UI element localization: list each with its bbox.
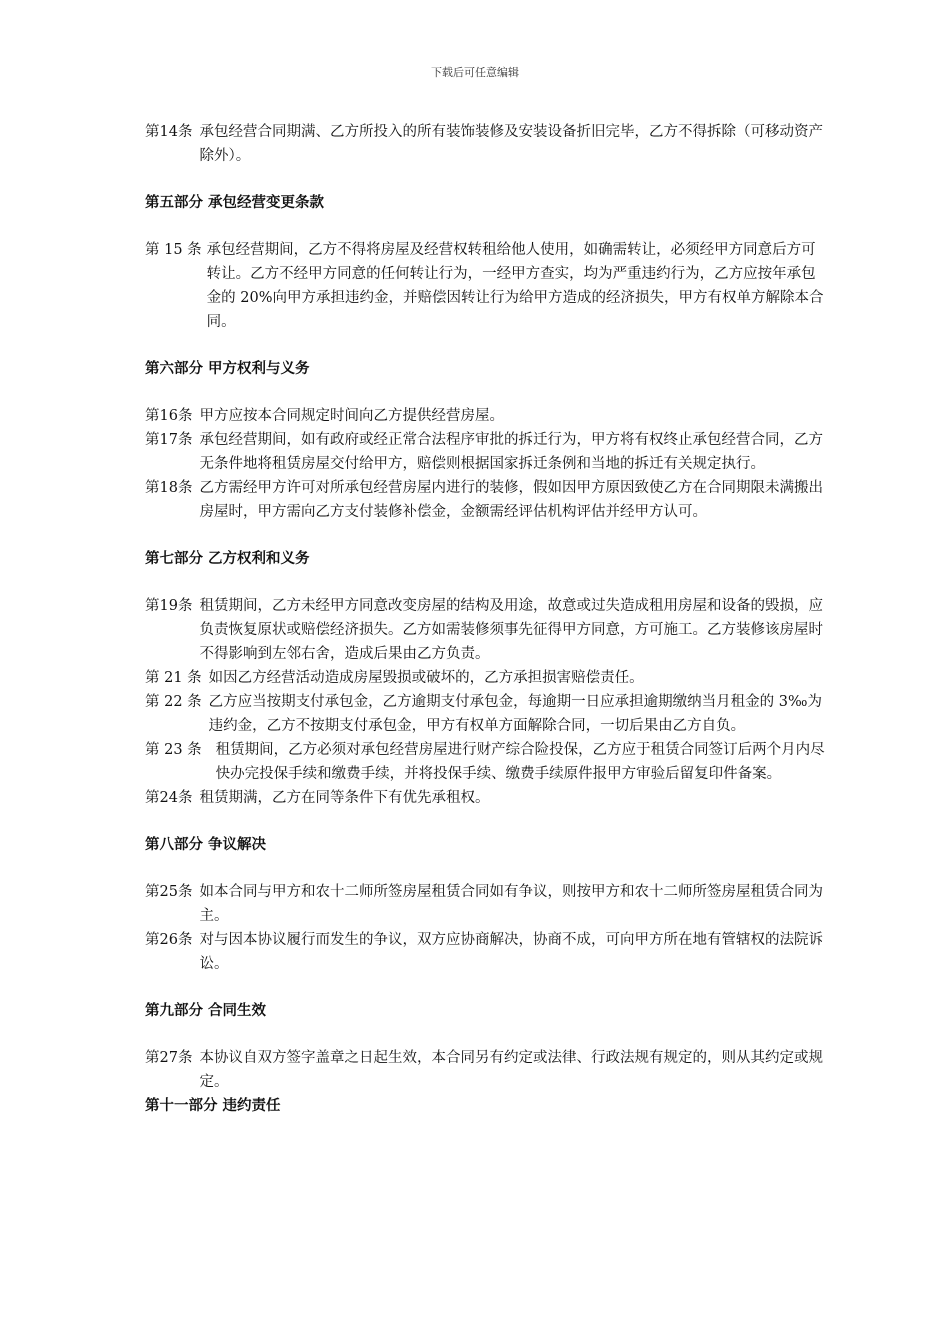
- article-21: [145, 666, 825, 690]
- article-16: [145, 404, 825, 428]
- article-number: 第 21 条: [145, 670, 202, 686]
- article-text: 本协议自双方签字盖章之日起生效，本合同另有约定或法律、行政法规有规定的，则从其约定或规定。: [199, 1050, 823, 1090]
- page-header: 下载后可任意编辑: [431, 66, 519, 79]
- article-number: 第27条: [145, 1050, 193, 1066]
- article-23: [145, 738, 825, 786]
- article-number: 第25条: [145, 884, 193, 900]
- article-19: [145, 594, 825, 666]
- article-18: [145, 476, 825, 524]
- article-number: 第17条: [145, 432, 193, 448]
- article-text: 如本合同与甲方和农十二师所签房屋租赁合同如有争议，则按甲方和农十二师所签房屋租赁合同为主。: [199, 884, 823, 924]
- article-number: 第 23 条: [145, 742, 202, 758]
- article-17: [145, 428, 825, 476]
- article-24: [145, 786, 825, 810]
- article-number: 第14条: [145, 124, 193, 140]
- section-heading-5: 第五部分 承包经营变更条款: [145, 195, 325, 211]
- article-text: 租赁期满，乙方在同等条件下有优先承租权。: [199, 790, 490, 806]
- article-number: 第26条: [145, 932, 193, 948]
- article-27: [145, 1046, 825, 1094]
- article-number: 第 15 条: [145, 242, 202, 258]
- article-text: 租赁期间，乙方必须对承包经营房屋进行财产综合险投保，乙方应于租赁合同签订后两个月内尽快办完投保手续和缴费手续，并将投保手续、缴费手续原件报甲方审验后留复印件备案。: [215, 742, 825, 782]
- section-heading-11: 第十一部分 违约责任: [145, 1098, 281, 1114]
- article-number: 第24条: [145, 790, 193, 806]
- article-26: [145, 928, 825, 976]
- article-text: 租赁期间，乙方未经甲方同意改变房屋的结构及用途，故意或过失造成租用房屋和设备的毁损，应负责恢复原状或赔偿经济损失。乙方如需装修须事先征得甲方同意，方可施工。乙方装修该房屋时不得影响到左邻右舍，造成后果由乙方负责。: [199, 598, 823, 662]
- article-text: 甲方应按本合同规定时间向乙方提供经营房屋。: [199, 408, 504, 424]
- section-heading-8: 第八部分 争议解决: [145, 837, 267, 853]
- article-number: 第19条: [145, 598, 193, 614]
- article-text: 乙方需经甲方许可对所承包经营房屋内进行的装修，假如因甲方原因致使乙方在合同期限未满搬出房屋时，甲方需向乙方支付装修补偿金，金额需经评估机构评估并经甲方认可。: [199, 480, 823, 520]
- article-text: 承包经营合同期满、乙方所投入的所有装饰装修及安装设备折旧完毕，乙方不得拆除（可移动资产除外）。: [199, 124, 823, 164]
- article-text: 如因乙方经营活动造成房屋毁损或破坏的，乙方承担损害赔偿责任。: [208, 670, 644, 686]
- article-text: 对与因本协议履行而发生的争议，双方应协商解决，协商不成，可向甲方所在地有管辖权的法院诉讼。: [199, 932, 823, 972]
- article-number: 第16条: [145, 408, 193, 424]
- article-text: 承包经营期间，如有政府或经正常合法程序审批的拆迁行为，甲方将有权终止承包经营合同，乙方无条件地将租赁房屋交付给甲方，赔偿则根据国家拆迁条例和当地的拆迁有关规定执行。: [199, 432, 823, 472]
- section-heading-7: 第七部分 乙方权利和义务: [145, 551, 310, 567]
- article-22: [145, 690, 825, 738]
- article-25: [145, 880, 825, 928]
- article-15: [145, 238, 825, 334]
- section-heading-9: 第九部分 合同生效: [145, 1003, 267, 1019]
- article-14: [145, 120, 825, 168]
- section-heading-6: 第六部分 甲方权利与义务: [145, 361, 310, 377]
- document-body: [145, 120, 825, 1118]
- article-text: 乙方应当按期支付承包金，乙方逾期支付承包金，每逾期一日应承担逾期缴纳当月租金的 3‰为违约金，乙方不按期支付承包金，甲方有权单方面解除合同，一切后果由乙方自负。: [208, 694, 822, 734]
- article-text: 承包经营期间，乙方不得将房屋及经营权转租给他人使用，如确需转让，必须经甲方同意后方可转让。乙方不经甲方同意的任何转让行为，一经甲方查实，均为严重违约行为，乙方应按年承包金的 20%向甲方承担违约金，并赔偿因转让行为给甲方造成的经济损失，甲方有权单方解除本合同。: [206, 242, 824, 330]
- article-number: 第18条: [145, 480, 193, 496]
- article-number: 第 22 条: [145, 694, 202, 710]
